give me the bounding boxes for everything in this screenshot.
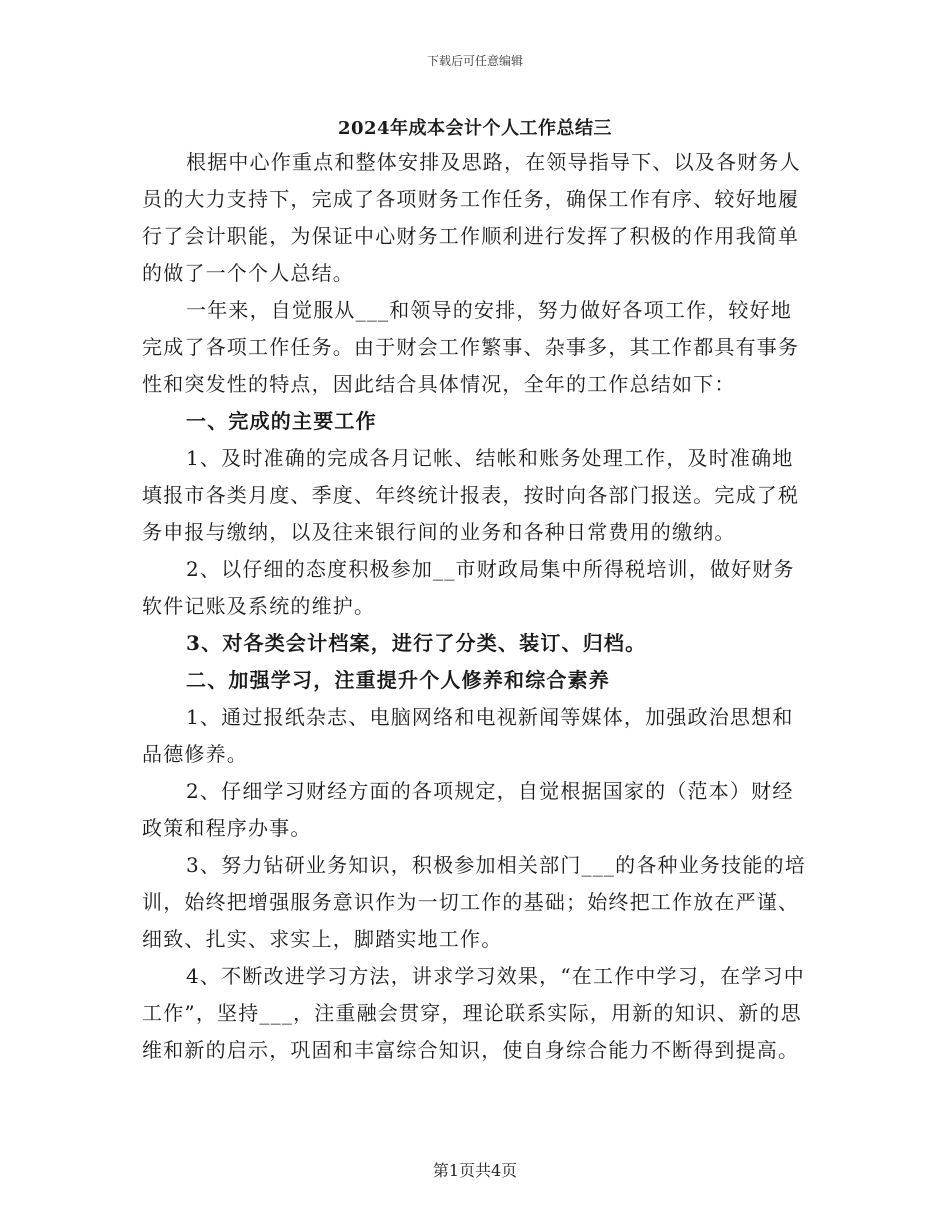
list-item-2-3: 3、努力钻研业务知识，积极参加相关部门___的各种业务技能的培训，始终把增强服务意识作为一切工作的基础；始终把工作放在严谨、细致、扎实、求实上，脚踏实地工作。 — [142, 853, 806, 951]
list-item-1-3: 3、对各类会计档案，进行了分类、装订、归档。 — [186, 631, 647, 655]
list-item-1-2: 2、以仔细的态度积极参加__市财政局集中所得税培训，做好财务软件记账及系统的维护。 — [142, 557, 795, 618]
list-item-1-1: 1、及时准确的完成各月记帐、结帐和账务处理工作，及时准确地填报市各类月度、季度、年终统计报表，按时向各部门报送。完成了税务申报与缴纳，以及往来银行间的业务和各种日常费用的缴纳。 — [142, 446, 800, 544]
document-body — [142, 144, 812, 1069]
list-item-2-2: 2、仔细学习财经方面的各项规定，自觉根据国家的（范本）财经政策和程序办事。 — [142, 779, 794, 840]
header-note: 下载后可任意编辑 — [426, 54, 523, 68]
paragraph-intro: 根据中心作重点和整体安排及思路，在领导指导下、以及各财务人员的大力支持下，完成了各项财务工作任务，确保工作有序、较好地履行了会计职能，为保证中心财务工作顺利进行发挥了积极的作用我简单的做了一个个人总结。 — [142, 150, 801, 285]
document-title: 2024年成本会计个人工作总结三 — [337, 118, 613, 139]
section-heading-1: 一、完成的主要工作 — [186, 409, 377, 433]
section-heading-2: 二、加强学习，注重提升个人修养和综合素养 — [186, 668, 610, 692]
paragraph-overview: 一年来，自觉服从___和领导的安排，努力做好各项工作，较好地完成了各项工作任务。由于财会工作繁事、杂事多，其工作都具有事务性和突发性的特点，因此结合具体情况，全年的工作总结如下： — [142, 298, 800, 396]
list-item-2-1: 1、通过报纸杂志、电脑网络和电视新闻等媒体，加强政治思想和品德修养。 — [142, 705, 794, 766]
page-number: 第1页共4页 — [432, 1161, 518, 1180]
list-item-2-4: 4、不断改进学习方法，讲求学习效果，“在工作中学习，在学习中工作”，坚持___，注重融会贯穿，理论联系实际，用新的知识、新的思维和新的启示，巩固和丰富综合知识，使自身综合能力不断得到提高。 — [142, 964, 805, 1062]
